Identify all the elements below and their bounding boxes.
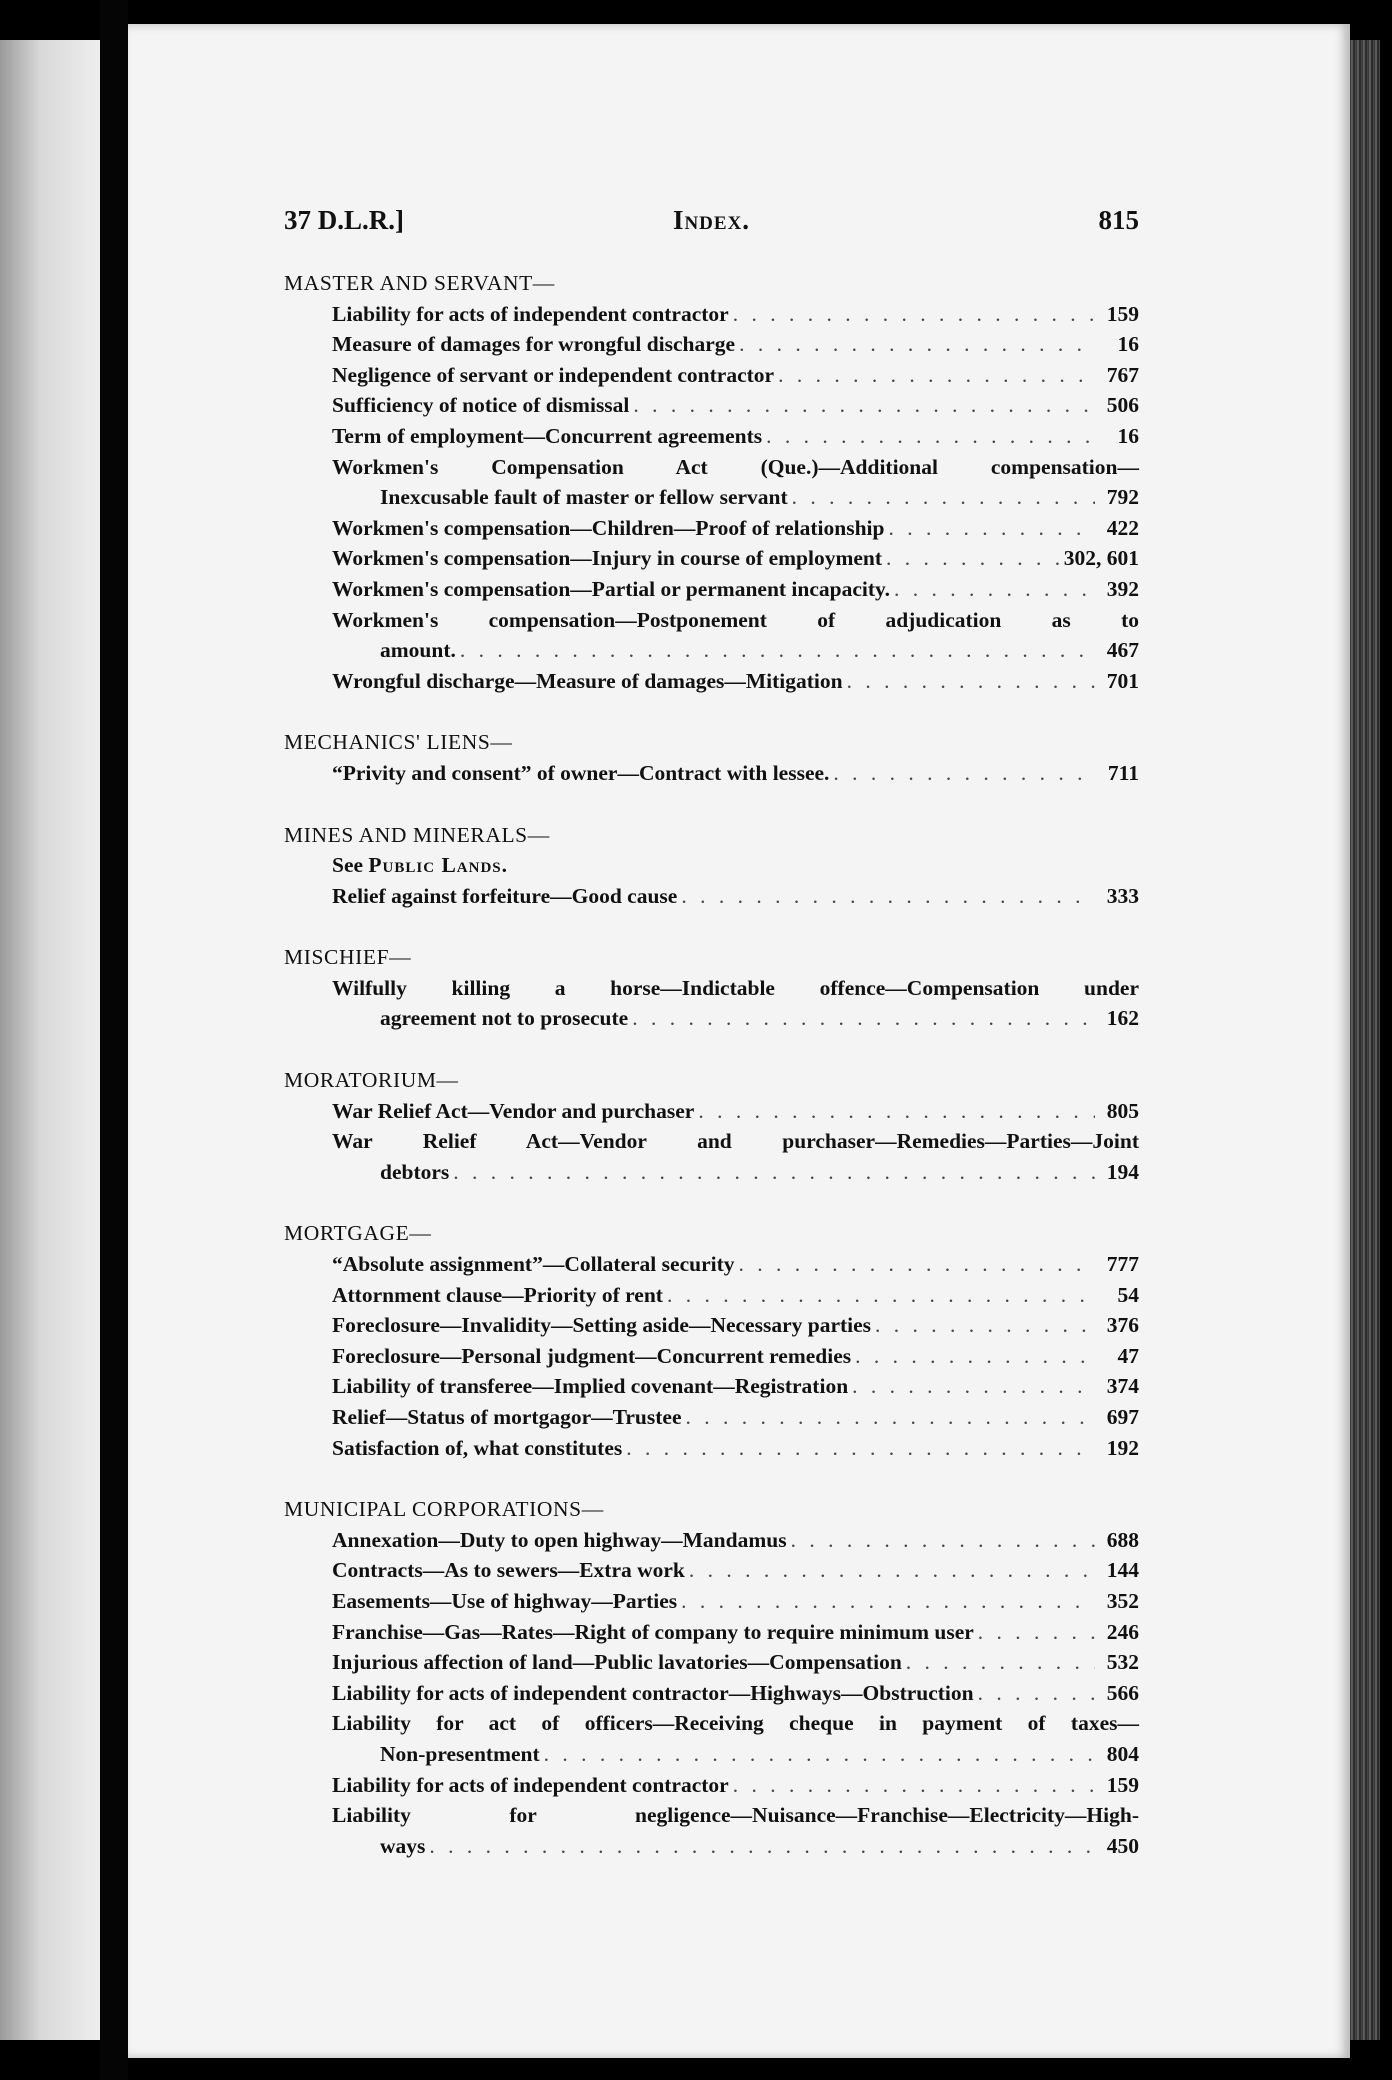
page-reference: 159: [1106, 301, 1139, 326]
index-entry: [332, 1555, 1139, 1586]
index-entry: [332, 299, 1139, 330]
index-section: [284, 1065, 1139, 1187]
page-reference: 392: [1106, 576, 1139, 601]
page-number: 815: [1098, 205, 1139, 235]
index-section: [284, 820, 1139, 912]
entry-text: Relief—Status of mortgagor—Trustee: [332, 1405, 682, 1429]
entry-text: ways: [380, 1833, 426, 1858]
entry-line: [332, 390, 1139, 421]
index-body: [284, 268, 1139, 1892]
page-reference: 16: [1117, 423, 1139, 448]
entry-line: [332, 513, 1139, 544]
entry-text: Workmen's compensation—Children—Proof of relationship: [332, 515, 885, 540]
page-reference: 688: [1106, 1527, 1139, 1552]
page-reference: 467: [1106, 638, 1139, 663]
entry-text: Liability for acts of independent contractor—Highways—Obstruction: [332, 1680, 974, 1705]
entry-line: [332, 1555, 1139, 1586]
entry-text: Liability for acts of independent contractor: [332, 1772, 729, 1797]
volume-reference: 37 D.L.R.]: [284, 205, 404, 235]
entry-line: [332, 1678, 1139, 1709]
entry-line: [332, 574, 1139, 605]
page-reference: 532: [1106, 1650, 1139, 1675]
entry-line: [332, 482, 1139, 513]
leader-dots: [792, 482, 1095, 513]
running-header: [284, 205, 1139, 245]
index-section: [284, 1494, 1139, 1861]
index-entry: [332, 1126, 1139, 1187]
entry-text: Contracts—As to sewers—Extra work: [332, 1558, 685, 1583]
entry-text: Liability for acts of independent contractor: [332, 301, 729, 326]
page-reference: 159: [1106, 1772, 1139, 1797]
page-reference: 506: [1106, 393, 1139, 418]
entry-line: [332, 421, 1139, 452]
leader-dots: [847, 666, 1095, 697]
adjacent-page-edge: [0, 40, 100, 2040]
entry-text: Workmen's compensation—Postponement of adjudication as to: [332, 607, 1139, 632]
entry-text: Liability for act of officers—Receiving cheque in payment of taxes—: [332, 1711, 1139, 1736]
entry-text: Attornment clause—Priority of rent: [332, 1282, 663, 1307]
index-entry: [332, 1647, 1139, 1678]
book-gutter: [100, 0, 128, 2080]
page-reference: 374: [1106, 1374, 1139, 1399]
page-reference: 767: [1106, 362, 1139, 387]
index-entry: [332, 360, 1139, 391]
page-reference: 333: [1106, 883, 1139, 908]
entry-text: Workmen's Compensation Act (Que.)—Additional compensation—: [332, 454, 1139, 479]
index-entry: [332, 1433, 1139, 1464]
entry-text: Satisfaction of, what constitutes: [332, 1435, 623, 1460]
entry-line: [332, 1739, 1139, 1770]
entry-text: Injurious affection of land—Public lavatories—Compensation: [332, 1650, 902, 1675]
leader-dots: [739, 329, 1095, 360]
entry-text: Workmen's compensation—Partial or permanent incapacity.: [332, 576, 890, 601]
entry-line: [332, 1280, 1139, 1311]
entry-text: Wrongful discharge—Measure of damages—Mitigation: [332, 668, 843, 693]
entry-line: [332, 1525, 1139, 1556]
leader-dots: [875, 1310, 1095, 1341]
see-also-reference: [332, 850, 1139, 881]
entry-text: Franchise—Gas—Rates—Right of company to require minimum user: [332, 1619, 974, 1644]
entry-line: [332, 1647, 1139, 1678]
page-reference: 194: [1106, 1159, 1139, 1184]
page-reference: 302, 601: [1063, 546, 1139, 571]
page-reference: 792: [1106, 485, 1139, 510]
leader-dots: [733, 1770, 1095, 1801]
entry-line: [332, 1617, 1139, 1648]
entry-text: War Relief Act—Vendor and purchaser—Remedies—Parties—Joint: [332, 1129, 1139, 1154]
entry-text: Workmen's compensation—Injury in course of employment: [332, 546, 883, 571]
index-entry: [332, 329, 1139, 360]
index-entry: [332, 1617, 1139, 1648]
entry-line: [332, 1586, 1139, 1617]
index-entry: [332, 574, 1139, 605]
entry-line: [332, 1371, 1139, 1402]
entry-text: Relief against forfeiture—Good cause: [332, 883, 678, 908]
entry-line: [332, 1708, 1139, 1739]
leader-dots: [544, 1739, 1095, 1770]
page-reference: 54: [1117, 1282, 1139, 1307]
entry-text: amount.: [380, 638, 456, 663]
entry-line: [332, 1310, 1139, 1341]
index-section: [284, 727, 1139, 788]
section-heading: MINES AND MINERALS—: [284, 822, 550, 847]
entry-text: Measure of damages for wrongful discharge: [332, 332, 736, 357]
leader-dots: [833, 758, 1095, 789]
entry-text: Non-presentment: [380, 1741, 540, 1766]
index-entry: [332, 605, 1139, 666]
leader-dots: [778, 360, 1095, 391]
leader-dots: [978, 1678, 1095, 1709]
entry-line: [332, 881, 1139, 912]
section-heading: MORATORIUM—: [284, 1068, 459, 1093]
index-entry: [332, 666, 1139, 697]
entry-line: [332, 329, 1139, 360]
page-title: Index.: [672, 205, 751, 235]
index-entry: [332, 452, 1139, 513]
see-prefix: See: [332, 853, 364, 878]
entry-text: Liability for negligence—Nuisance—Franchise—Electricity—High-: [332, 1803, 1139, 1828]
entry-line: [332, 1126, 1139, 1157]
entry-line: [332, 1433, 1139, 1464]
index-entry: [332, 1310, 1139, 1341]
entry-text: Easements—Use of highway—Parties: [332, 1588, 678, 1613]
index-section: [284, 268, 1139, 696]
index-section: [284, 1218, 1139, 1463]
section-heading: MASTER AND SERVANT—: [284, 271, 555, 295]
page-reference: 47: [1117, 1343, 1139, 1368]
section-heading: MUNICIPAL CORPORATIONS—: [284, 1497, 604, 1522]
entry-line: [332, 666, 1139, 697]
entry-line: [332, 1402, 1139, 1433]
index-entry: [332, 1525, 1139, 1556]
entry-line: [332, 635, 1139, 666]
leader-dots: [460, 635, 1095, 666]
entry-text: Negligence of servant or independent contractor: [332, 362, 775, 387]
leader-dots: [681, 1586, 1095, 1617]
entry-text: “Absolute assignment”—Collateral security: [332, 1252, 735, 1277]
entry-line: [332, 1157, 1139, 1188]
index-entry: [332, 758, 1139, 789]
page-reference: 697: [1106, 1405, 1139, 1429]
leader-dots: [906, 1647, 1095, 1678]
leader-dots: [632, 1003, 1095, 1034]
entry-line: [332, 452, 1139, 483]
entry-text: agreement not to prosecute: [380, 1006, 629, 1031]
leader-dots: [855, 1341, 1095, 1372]
entry-text: debtors: [380, 1159, 450, 1184]
leader-dots: [453, 1157, 1095, 1188]
leader-dots: [698, 1096, 1095, 1127]
entry-text: War Relief Act—Vendor and purchaser: [332, 1098, 695, 1123]
leader-dots: [886, 543, 1060, 574]
entry-line: [332, 1800, 1139, 1831]
section-heading: MECHANICS' LIENS—: [284, 730, 513, 755]
leader-dots: [626, 1433, 1095, 1464]
leader-dots: [894, 574, 1095, 605]
index-entry: [332, 1678, 1139, 1709]
entry-line: [332, 360, 1139, 391]
entry-text: Annexation—Duty to open highway—Mandamus: [332, 1527, 787, 1552]
page-reference: 566: [1106, 1680, 1139, 1705]
page-reference: 804: [1106, 1741, 1139, 1766]
see-reference: Public Lands.: [368, 853, 508, 878]
index-entry: [332, 1402, 1139, 1433]
page-reference: 422: [1106, 515, 1139, 540]
index-entry: [332, 881, 1139, 912]
index-entry: [332, 1280, 1139, 1311]
index-entry: [332, 1371, 1139, 1402]
leader-dots: [686, 1402, 1096, 1433]
entry-line: [332, 1770, 1139, 1801]
entry-text: Term of employment—Concurrent agreements: [332, 423, 763, 448]
page-reference: 701: [1106, 668, 1139, 693]
leader-dots: [689, 1555, 1095, 1586]
entry-text: Wilfully killing a horse—Indictable offence—Compensation under: [332, 975, 1139, 1000]
page-reference: 376: [1106, 1313, 1139, 1338]
leader-dots: [888, 513, 1095, 544]
page-reference: 162: [1106, 1006, 1139, 1031]
index-entry: [332, 1708, 1139, 1769]
entry-text: Sufficiency of notice of dismissal: [332, 393, 630, 418]
page-reference: 192: [1106, 1435, 1139, 1460]
section-heading: MORTGAGE—: [284, 1221, 432, 1246]
entry-text: Foreclosure—Personal judgment—Concurrent remedies: [332, 1343, 852, 1368]
index-entry: [332, 513, 1139, 544]
index-entry: [332, 543, 1139, 574]
entry-line: [332, 1096, 1139, 1127]
page-reference: 16: [1117, 332, 1139, 357]
entry-text: “Privity and consent” of owner—Contract with lessee.: [332, 760, 830, 785]
index-entry: [332, 390, 1139, 421]
page-reference: 450: [1106, 1833, 1139, 1858]
leader-dots: [739, 1249, 1096, 1280]
index-entry: [332, 1249, 1139, 1280]
page-reference: 352: [1106, 1588, 1139, 1613]
index-entry: [332, 1800, 1139, 1861]
leader-dots: [633, 390, 1095, 421]
page-reference: 777: [1106, 1252, 1139, 1277]
entry-text: Liability of transferee—Implied covenant—Registration: [332, 1374, 849, 1399]
entry-text: Inexcusable fault of master or fellow servant: [380, 485, 788, 510]
entry-line: [332, 543, 1139, 574]
entry-text: Foreclosure—Invalidity—Setting aside—Necessary parties: [332, 1313, 872, 1338]
entry-line: [332, 1341, 1139, 1372]
index-entry: [332, 973, 1139, 1034]
leader-dots: [852, 1371, 1095, 1402]
index-entry: [332, 1770, 1139, 1801]
entry-line: [332, 973, 1139, 1004]
entry-line: [332, 299, 1139, 330]
page-stack-edge: [1350, 40, 1380, 2040]
leader-dots: [791, 1525, 1095, 1556]
entry-line: [332, 1249, 1139, 1280]
leader-dots: [681, 881, 1095, 912]
entry-line: [332, 1003, 1139, 1034]
leader-dots: [429, 1831, 1095, 1862]
index-entry: [332, 1096, 1139, 1127]
leader-dots: [978, 1617, 1095, 1648]
leader-dots: [667, 1280, 1095, 1311]
leader-dots: [766, 421, 1095, 452]
page-reference: 711: [1107, 760, 1139, 785]
entry-line: [332, 605, 1139, 636]
entry-line: [332, 1831, 1139, 1862]
page-reference: 144: [1106, 1558, 1139, 1583]
index-entry: [332, 421, 1139, 452]
index-entry: [332, 1341, 1139, 1372]
entry-line: [332, 758, 1139, 789]
page-reference: 805: [1106, 1098, 1139, 1123]
index-section: [284, 942, 1139, 1034]
section-heading: MISCHIEF—: [284, 945, 412, 970]
leader-dots: [733, 299, 1095, 330]
page-reference: 246: [1106, 1619, 1139, 1644]
index-entry: [332, 1586, 1139, 1617]
